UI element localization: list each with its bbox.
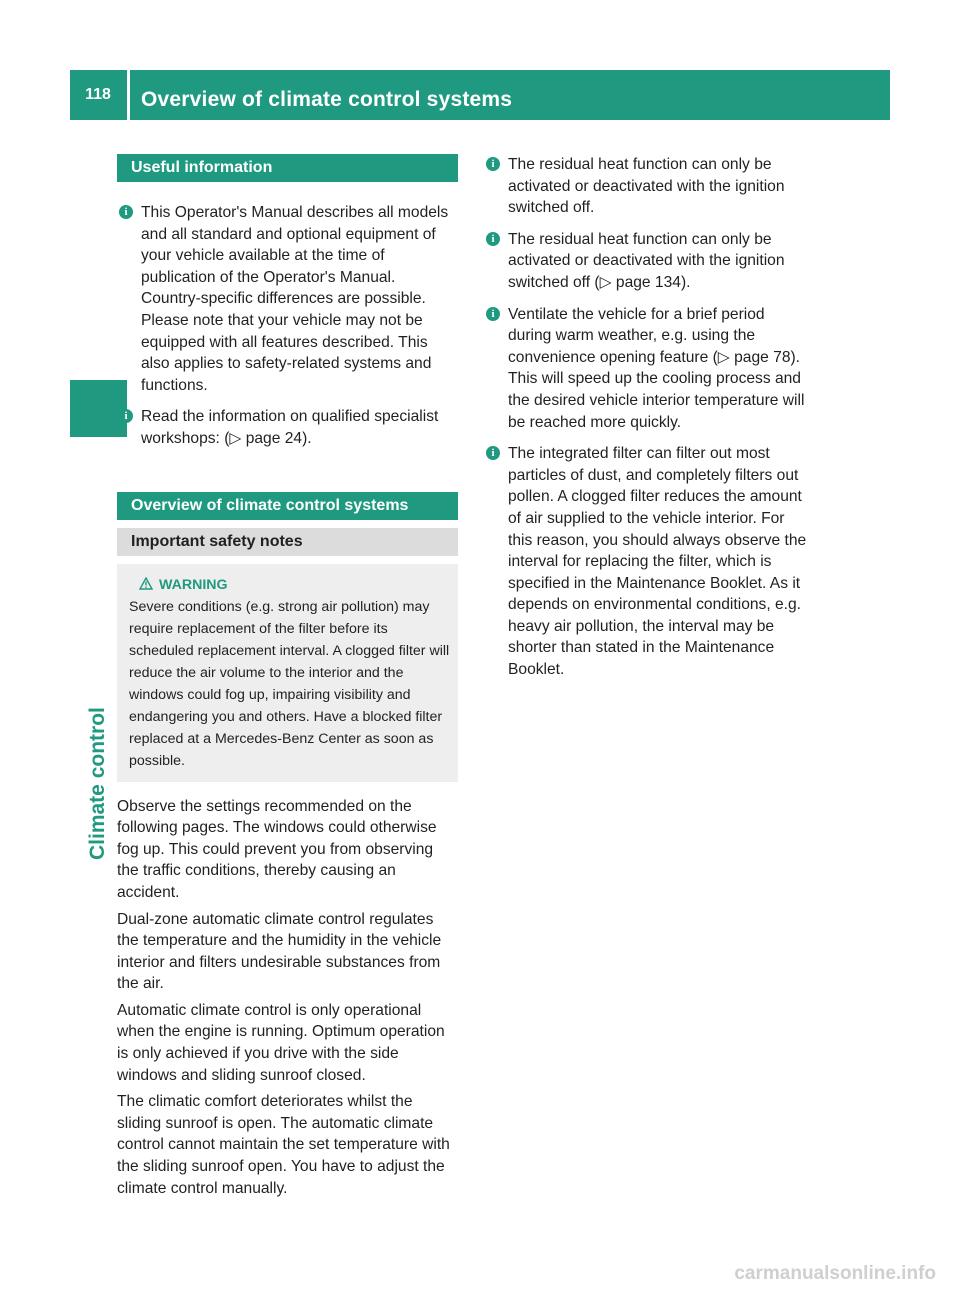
header-divider xyxy=(127,70,130,120)
info-text: The residual heat function can only be activated or deactivated with the ignition switched off (▷ page 134). xyxy=(508,230,785,291)
right-column xyxy=(484,154,812,691)
info-note xyxy=(117,202,458,396)
body-paragraph: Dual-zone automatic climate control regulates the temperature and the humidity in the vehicle interior and filters undesirable substances from the air. xyxy=(117,910,442,993)
warning-header xyxy=(129,574,450,596)
info-icon: i xyxy=(486,157,500,171)
info-note xyxy=(484,154,812,219)
body-paragraph: Observe the settings recommended on the following pages. The windows could otherwise fog up. This could prevent you from observing the traffic conditions, thereby causing an accident. xyxy=(117,797,437,901)
info-note xyxy=(484,443,812,681)
warning-title: WARNING xyxy=(159,576,228,593)
left-column xyxy=(117,154,458,1204)
page-number: 118 xyxy=(85,86,111,103)
info-icon: i xyxy=(486,446,500,460)
info-text: The residual heat function can only be activated or deactivated with the ignition switched off. xyxy=(508,156,785,217)
info-note xyxy=(117,406,458,449)
info-text: This Operator's Manual describes all models and all standard and optional equipment of your vehicle available at the time of publication of the Operator's Manual. Country-specific differences are possible. Please note that your vehicle may not be equipped with all features described. This also applies to safety-related systems and functions. xyxy=(141,204,449,394)
section-heading-overview: Overview of climate control systems xyxy=(117,492,458,520)
section-heading-useful-information: Useful information xyxy=(117,154,458,182)
info-note xyxy=(484,229,812,294)
info-text: Ventilate the vehicle for a brief period during warm weather, e.g. using the convenience opening feature (▷ page 78). This will speed up the cooling process and the desired vehicle interior temperature will be reached more quickly. xyxy=(508,305,805,431)
info-icon: i xyxy=(119,409,133,423)
side-tab-label: Climate control xyxy=(86,707,109,860)
watermark: carmanualsonline.info xyxy=(734,1263,936,1284)
subsection-heading-safety: Important safety notes xyxy=(117,528,458,556)
warning-box xyxy=(117,564,458,782)
warning-text: Severe conditions (e.g. strong air pollution) may require replacement of the filter before its scheduled replacement interval. A clogged filter will reduce the air volume to the interior and the windows could fog up, impairing visibility and endangering you and others. Have a blocked filter replaced at a Mercedes-Benz Center as soon as possible. xyxy=(129,598,450,769)
info-icon: i xyxy=(119,205,133,219)
info-icon: i xyxy=(486,307,500,321)
warning-triangle-icon xyxy=(139,577,153,590)
page-title: Overview of climate control systems xyxy=(141,88,513,111)
info-note xyxy=(484,304,812,434)
info-text: Read the information on qualified specialist workshops: (▷ page 24). xyxy=(141,408,439,447)
side-tab xyxy=(82,660,122,860)
body-paragraph: Automatic climate control is only operational when the engine is running. Optimum operation is only achieved if you drive with the side windows and sliding sunroof closed. xyxy=(117,1001,445,1084)
info-icon: i xyxy=(486,232,500,246)
info-text: The integrated filter can filter out most particles of dust, and completely filters out pollen. A clogged filter reduces the amount of air supplied to the vehicle interior. For this reason, you should always observe the interval for replacing the filter, which is specified in the Maintenance Booklet. As it depends on environmental conditions, e.g. heavy air pollution, the interval may be shorter than stated in the Maintenance Booklet. xyxy=(508,445,807,679)
body-paragraph: The climatic comfort deteriorates whilst the sliding sunroof is open. The automatic climate control cannot maintain the set temperature with the sliding sunroof open. You have to adjust the climate control manually. xyxy=(117,1093,450,1197)
